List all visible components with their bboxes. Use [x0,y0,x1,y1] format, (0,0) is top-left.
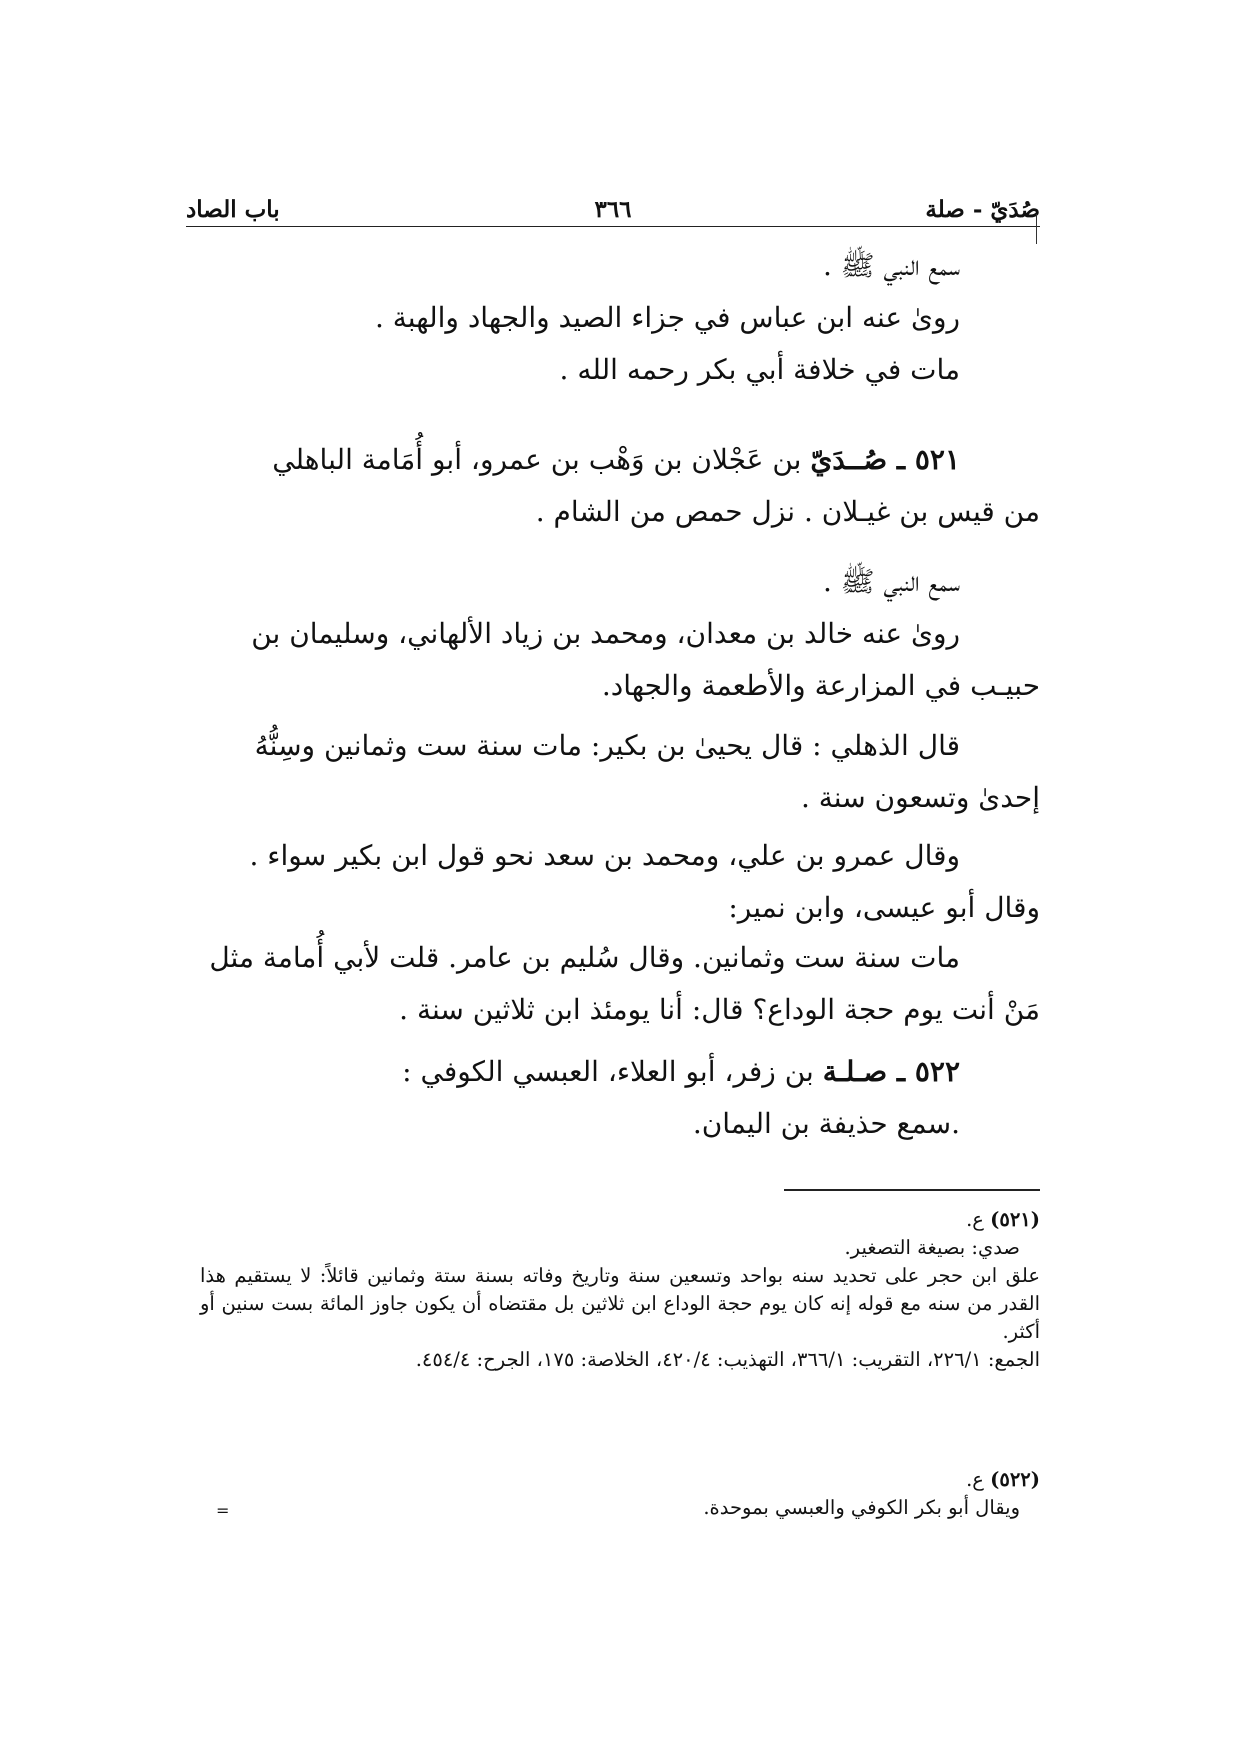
running-header [186,193,1040,227]
entry-522 [186,1046,1040,1150]
header-entry-range: صُدَيّ - صلة [925,196,1040,223]
header-rule [186,226,1040,227]
text-line: وقال عمرو بن علي، ومحمد بن سعد نحو قول ابن بكير سواء . [249,839,960,872]
footnote-line: صدي: بصيغة التصغير. [844,1236,1020,1259]
footnote-521-id: (٥٢١) [990,1208,1040,1231]
entry-522-first-line [186,1046,1040,1098]
text-line: روىٰ عنه خالد بن معدان، ومحمد بن زياد الألهاني، وسليمان بن [251,617,960,650]
text-line: قال الذهلي : قال يحيىٰ بن بكير: مات سنة ست وثمانين وسِنُّهُ [254,729,960,762]
paragraph-prev-entry [186,240,1040,396]
footnote-line: الجمع: ٢٢٦/١، التقريب: ٣٦٦/١، التهذيب: ٤٢٠/٤، الخلاصة: ١٧٥، الجرح: ٤٥٤/٤. [415,1348,1040,1371]
text-line: سمع النبي ﷺ . [822,565,960,598]
footnote-line: ويقال أبو بكر الكوفي والعبسي بموحدة. [703,1496,1020,1519]
page-number: ٣٦٦ [594,196,632,223]
text-line: مَنْ أنت يوم حجة الوداع؟ قال: أنا يومئذ ابن ثلاثين سنة . [399,993,1040,1026]
footnote-521-commentary [200,1262,1040,1346]
paragraph-heard-from [186,556,1040,712]
footnote-521-tag: ع. [966,1208,991,1231]
header-chapter-title: باب الصاد [186,196,280,223]
entry-521-heading: ٥٢١ ـ صُــدَيّ [810,443,960,476]
footnote-521-sources [200,1346,1040,1374]
footnote-522-label [200,1466,1040,1494]
text-line: حبيـب في المزارعة والأطعمة والجهاد. [601,669,1040,702]
footnote-522-id: (٥٢٢) [990,1468,1040,1491]
margin-mark: = [216,1501,230,1520]
text-line: إحدىٰ وتسعون سنة . [800,781,1040,814]
paragraph-amr [186,830,1040,934]
footnote-521-label [200,1206,1040,1234]
footnote-line: علق ابن حجر على تحديد سنه بواحد وتسعين سنة وتاريخ وفاته بسنة ستة وثمانين قائلاً: لا يستقيم هذا القدر من سنه مع قوله إنه كان يوم حجة الوداع ابن ثلاثين بل مقتضاه أن يكون جاوز المائة بست سنين أو أكثر. [200,1264,1040,1343]
text-line: وقال أبو عيسى، وابن نمير: [728,891,1040,924]
text-line: مات في خلافة أبي بكر رحمه الله . [559,353,960,386]
text-line: سمع النبي ﷺ . [822,249,960,282]
paragraph-dhuhli [186,720,1040,824]
entry-521 [186,434,1040,538]
text-line: .سمع حذيفة بن اليمان. [692,1107,960,1140]
footnote-rule [784,1189,1040,1191]
text-line: روىٰ عنه ابن عباس في جزاء الصيد والجهاد والهبة . [374,301,960,334]
entry-521-lineage: بن عَجْلان بن وَهْب بن عمرو، أبو أُمَامة الباهلي [272,443,811,476]
footnote-522-tag: ع. [966,1468,991,1491]
paragraph-death-year [186,932,1040,1036]
footnote-521 [200,1206,1040,1374]
entry-522-heading: ٥٢٢ ـ صـلـة [822,1055,960,1088]
text-line: مات سنة ست وثمانين. وقال سُليم بن عامر. قلت لأبي أُمامة مثل [209,941,960,974]
text-line: من قيس بن غيـلان . نزل حمص من الشام . [535,495,1040,528]
entry-522-lineage: بن زفر، أبو العلاء، العبسي الكوفي : [402,1055,823,1088]
entry-521-first-line [186,434,1040,486]
footnote-522 [200,1466,1040,1522]
